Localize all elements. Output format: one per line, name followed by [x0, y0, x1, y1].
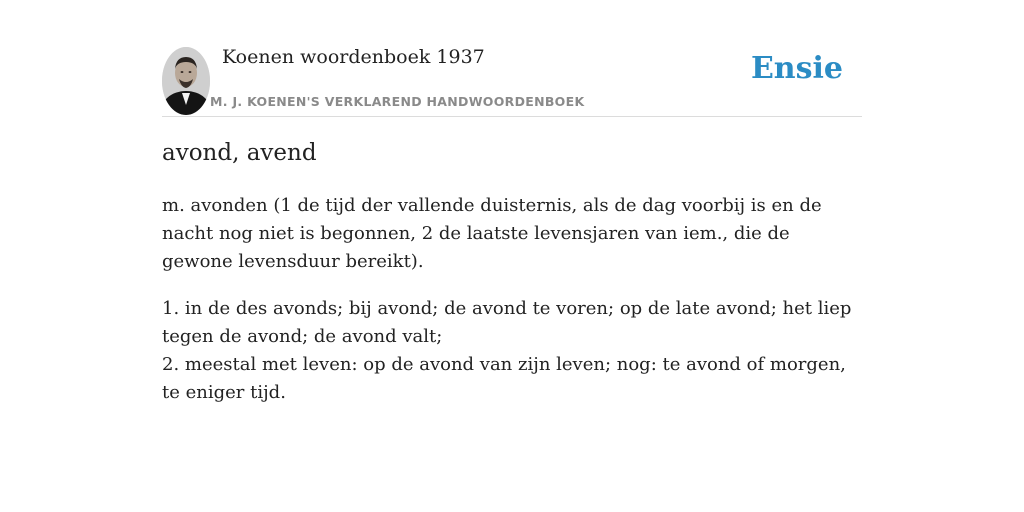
entry-examples — [162, 295, 862, 407]
entry-headword: avond, avend — [162, 140, 317, 166]
dictionary-subtitle: M. J. KOENEN'S VERKLAREND HANDWOORDENBOEK — [210, 94, 585, 109]
dictionary-title[interactable]: Koenen woordenboek 1937 — [222, 46, 485, 68]
entry-definition: m. avonden (1 de tijd der vallende duisternis, als de dag voorbij is en de nacht nog niet is begonnen, 2 de laatste levensjaren van iem., die de gewone levensduur bereikt). — [162, 195, 822, 272]
portrait-icon — [162, 47, 210, 115]
example-line: 1. in de des avonds; bij avond; de avond te voren; op de late avond; het liep tegen de avond; de avond valt; — [162, 298, 852, 347]
author-portrait-avatar — [162, 47, 210, 115]
example-line: 2. meestal met leven: op de avond van zijn leven; nog: te avond of morgen, te eniger tijd. — [162, 354, 846, 403]
ensie-logo-link[interactable]: Ensie — [750, 51, 843, 86]
dictionary-header — [162, 44, 862, 117]
